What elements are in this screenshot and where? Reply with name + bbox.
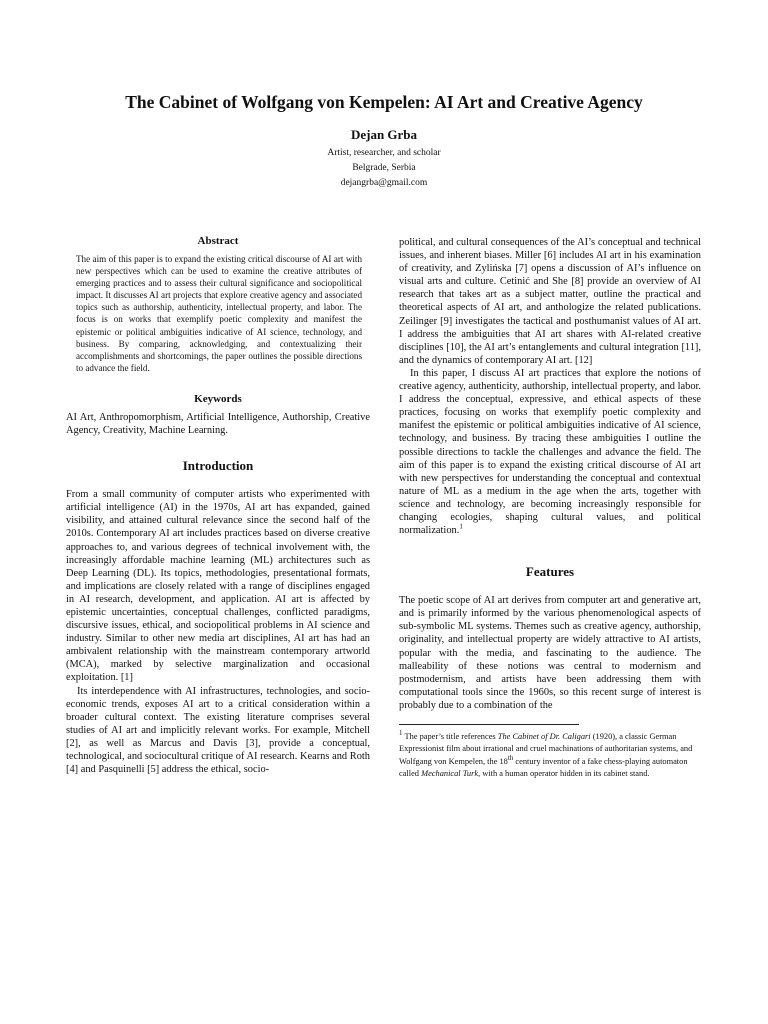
- footnote-film-title: The Cabinet of Dr. Caligari: [497, 732, 591, 741]
- author-name: Dejan Grba: [350, 127, 418, 142]
- footnote: [399, 731, 701, 781]
- intro-paragraph-2: Its interdependence with AI infrastructures, technologies, and socio-economic trends, exposes AI art to a critical consideration within a broader cultural context. The existing literature comprises several studies of AI art and implicitly relevant works. For example, Mitchell [2], as well as Marcus and Davis [3], provide a conceptual, technological, and sociocultural critique of AI research. Kearns and Roth [4] and Pasquinelli [5] address the ethical, socio-: [66, 685, 370, 776]
- footnote-reference[interactable]: 1: [459, 522, 463, 531]
- abstract-heading: Abstract: [197, 235, 239, 247]
- footnote-text-b: (1920), a classic German Expressionist film about irrational and cruel machinations of authoritarian systems, and Wolfgang von Kempelen, the 18: [399, 732, 693, 766]
- footnote-automaton-name: Mechanical Turk: [421, 769, 479, 779]
- paper-title: The Cabinet of Wolfgang von Kempelen: AI Art and Creative Agency: [125, 92, 643, 112]
- features-heading: Features: [525, 564, 575, 580]
- author-email[interactable]: dejangrba@gmail.com: [340, 178, 428, 188]
- author-location: Belgrade, Serbia: [352, 163, 416, 173]
- intro-paragraph-1: From a small community of computer artists who experimented with artificial intelligence (AI) in the 1970s, AI art has expanded, gained visibility, and attained cultural relevance since the second half of the 2010s. Contemporary AI art includes practices based on diverse creative approaches to, and various degrees of technical involvement with, the increasingly affordable machine learning (ML) architectures such as Deep Learning (DL). Its topics, methodologies, presentational formats, and implications are closely related with a range of disciplines engaged in AI research, development, and application. AI art is affected by epistemic uncertainties, conceptual challenges, conflicted paradigms, discursive issues, ethical, and sociopolitical problems in AI science and industry. Similar to other new media art disciplines, AI art has had an ambivalent relationship with the mainstream contemporary artworld (MCA), marked by selective marginalization and occasional exploitation. [1]: [66, 489, 370, 684]
- intro-paragraph-3: political, and cultural consequences of the AI’s conceptual and technical issues, and inherent biases. Miller [6] includes AI art in his examination of creativity, and Zylińska [7] opens a discussion of AI’s influence on visual arts and culture. Cetinić and She [8] provide an overview of AI research that takes art as a subject matter, outline the practical and theoretical aspects of AI art, and anthologize the related publications. Zeilinger [9] investigates the tactical and posthumanist values of AI art. I address the ambiguities that AI art shares with AI-related creative disciplines [10], the AI art’s entanglements and cultural integration [11], and the dynamics of contemporary AI art. [12]: [399, 237, 701, 366]
- abstract-text: The aim of this paper is to expand the existing critical discourse of AI art with new perspectives which can be used to examine the creative attributes of emerging practices and to assess their cultural significance and sociopolitical impact. It discusses AI art projects that explore creative agency and associated topics such as authorship, authenticity, intellectual property, and labor. The focus is on works that exemplify poetic complexity and manifest the epistemic or political ambiguities indicative of AI science, technology, and business. By comparing, acknowledging, and contextualizing their accomplishments and shortcomings, the paper outlines the possible directions to advance the field.: [76, 254, 362, 373]
- features-paragraph-1: The poetic scope of AI art derives from computer art and generative art, and is primarily informed by the various phenomenological aspects of sub-symbolic ML systems. Themes such as creative agency, authorship, originality, and intellectual property are widely attractive to AI artists, popular with the media, and fascinating to the audience. The malleability of these notions was central to modernism and postmodernism, and artists have been addressing them with computational tools since the 1960s, so this recent surge of interest is probably due to a combination of the: [399, 595, 701, 711]
- keywords-text: AI Art, Anthropomorphism, Artificial Intelligence, Authorship, Creative Agency, Creativity, Machine Learning.: [66, 411, 370, 437]
- footnote-text-d: , with a human operator hidden in its cabinet stand.: [478, 769, 650, 779]
- footnote-text-a: The paper’s title references: [404, 732, 498, 741]
- author-block: [184, 126, 584, 191]
- author-role: Artist, researcher, and scholar: [327, 148, 441, 158]
- footnote-text-c: century inventor of a fake chess-playing automaton called: [399, 756, 688, 779]
- footnote-divider: [399, 724, 579, 725]
- intro-paragraph-4-text: In this paper, I discuss AI art practices that explore the notions of creative agency, authenticity, authorship, intellectual property, and labor. I address the conceptual, expressive, and ethical aspects of these practices, focusing on works that exemplify poetic complexity and manifest the epistemic or political ambiguities indicative of AI science, technology, and business. By tracing these ambiguities I outline the possible directions to tackle the challenges and advance the field. The aim of this paper is to expand the existing critical discourse of AI art with new perspectives for understanding the conceptual and contextual nature of ML as a medium in the age when the arts, together with science and technology, are becoming increasingly responsible for changing ecologies, shaping cultural values, and political normalization.: [399, 367, 701, 537]
- right-column: [399, 236, 701, 781]
- footnote-mark: 1: [399, 729, 403, 738]
- introduction-heading: Introduction: [182, 458, 254, 474]
- intro-paragraph-4: [399, 367, 701, 537]
- keywords-heading: Keywords: [194, 392, 242, 405]
- footnote-ordinal-suffix: th: [507, 754, 514, 763]
- left-column: [66, 234, 370, 776]
